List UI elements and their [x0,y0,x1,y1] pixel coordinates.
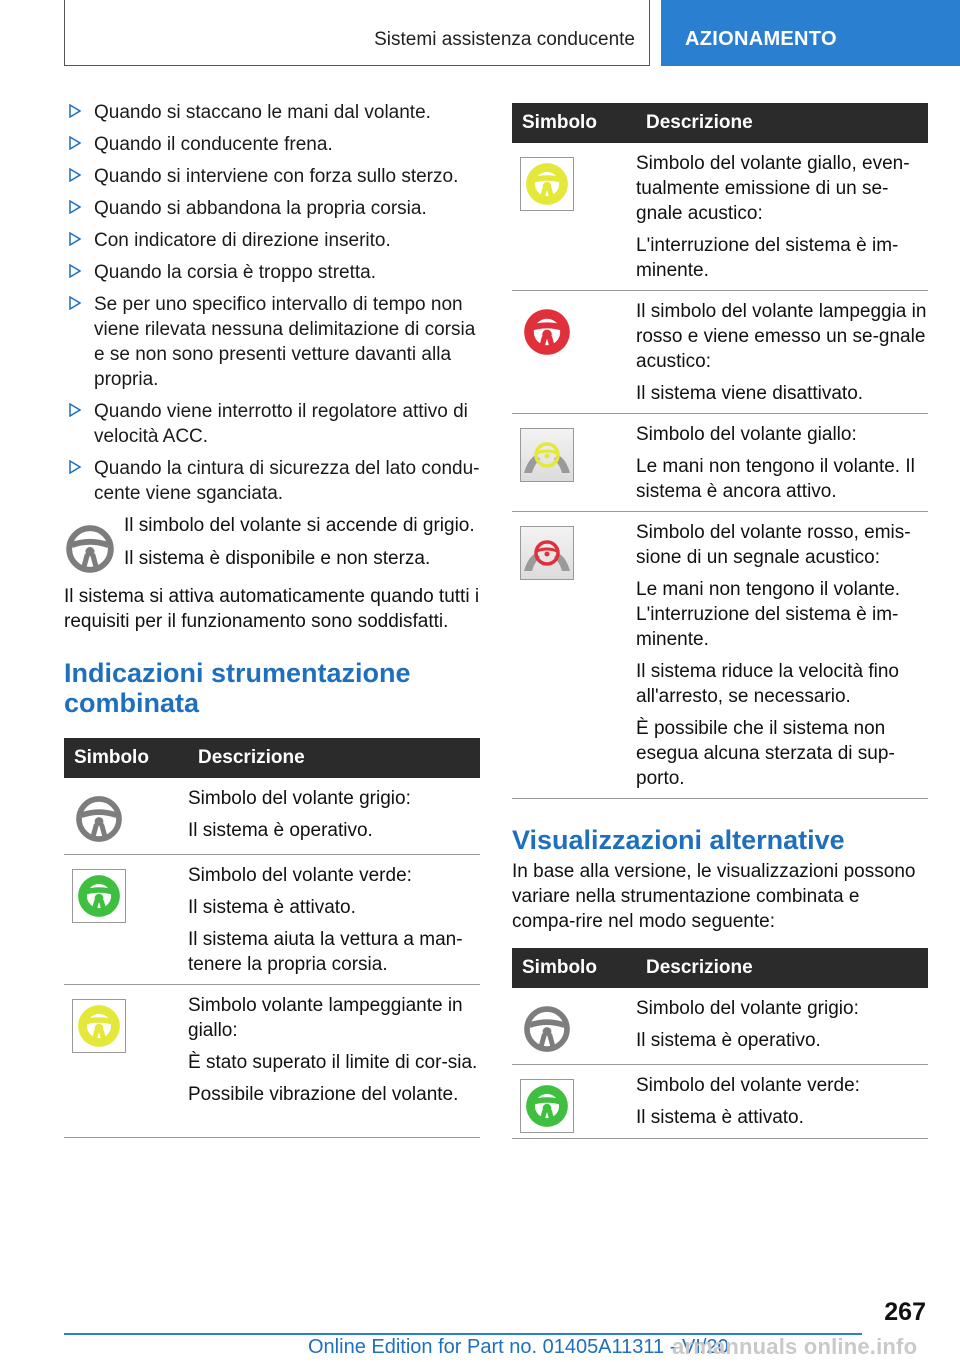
table-row [512,143,928,291]
description-line: L'interruzione del sistema è im-minente. [636,235,899,281]
table-row [512,512,928,799]
description-line: Simbolo del volante giallo, even-tualmente emissione di un se-gnale acustico: [636,153,910,224]
list-item: Quando si abbandona la propria corsia. [64,196,480,221]
section-title: Sistemi assistenza conducente [374,29,635,50]
steering-wheel-hands-yellow-icon [522,435,572,475]
description-line: Simbolo del volante verde: [188,864,412,886]
steering-wheel-green-icon [77,874,121,918]
description-line: È stato superato il limite di cor-sia. [188,1051,478,1073]
steering-wheel-grey-icon [522,1004,572,1054]
symbol-table [512,948,928,1139]
note-line-2: Il sistema è disponibile e non sterza. [124,548,431,569]
paragraph: Il sistema si attiva automaticamente quando tutti i requisiti per il funzionamento sono soddisfatti. [64,586,480,632]
description-line: È possibile che il sistema non esegua alcuna sterzata di sup-porto. [636,718,895,789]
table-header-symbol: Simbolo [512,103,636,143]
list-item: Quando la cintura di sicurezza del lato condu-cente viene sganciata. [64,456,480,506]
list-item: Quando la corsia è troppo stretta. [64,260,480,285]
list-item: Quando si staccano le mani dal volante. [64,100,480,125]
note-icon-wrap [64,513,124,580]
symbol-table [512,103,928,799]
chapter-tab [661,0,960,66]
triangle-bullet-icon [68,264,82,278]
steering-wheel-hands-red-icon [522,533,572,573]
table-header-row [64,738,480,778]
list-item: Quando il conducente frena. [64,132,480,157]
steering-wheel-grey-icon [74,794,124,844]
paragraph: In base alla versione, le visualizzazioni possono variare nella strumentazione combinata e compa-rire nel modo seguente: [512,861,916,932]
description-line: Simbolo del volante rosso, emis-sione di un segnale acustico: [636,522,911,568]
description-line: Simbolo del volante grigio: [636,998,859,1019]
symbol-table [64,738,480,1138]
note-line-1: Il simbolo del volante si accende di grigio. [124,515,475,536]
table-row [64,778,480,854]
description-line: Simbolo del volante verde: [636,1074,860,1096]
description-line: Il sistema aiuta la vettura a man-tenere la propria corsia. [188,928,463,975]
description-line: Il sistema è operativo. [636,1030,821,1051]
page-number: 267 [884,1298,926,1326]
right-column [512,103,928,1139]
steering-wheel-yellow-icon [525,162,569,206]
triangle-bullet-icon [68,136,82,150]
triangle-bullet-icon [68,403,82,417]
triangle-bullet-icon [68,296,82,310]
header-section-box [64,0,650,66]
table-header-symbol: Simbolo [64,738,188,778]
description-line: Simbolo del volante giallo: [636,424,857,445]
bullet-list [64,100,480,506]
chapter-title: AZIONAMENTO [685,28,837,50]
triangle-bullet-icon [68,104,82,118]
table-row [512,1064,928,1138]
list-item: Quando viene interrotto il regolatore attivo di velocità ACC. [64,399,480,449]
description-line: Il sistema riduce la velocità fino all'arresto, se necessario. [636,661,899,707]
table-header-row [512,103,928,143]
table-header-description: Descrizione [636,103,928,143]
table-row [64,984,480,1137]
triangle-bullet-icon [68,200,82,214]
table-row [512,291,928,414]
list-item: Se per uno specifico intervallo di tempo non viene rilevata nessuna delimitazione di corsia e se non sono presenti vetture davanti alla propria. [64,292,480,392]
section-heading: Indicazioni strumentazione combinata [64,658,411,718]
steering-wheel-yellow-icon [77,1004,121,1048]
left-column [64,100,480,1138]
footer-edition: Online Edition for Part no. 01405A11311 - VI/20 [308,1336,729,1358]
description-line: Le mani non tengono il volante. Il sistema è ancora attivo. [636,456,915,502]
steering-wheel-red-icon [523,308,571,356]
steering-wheel-green-icon [525,1084,569,1128]
description-line: Il sistema è operativo. [188,820,373,841]
table-row [512,414,928,512]
triangle-bullet-icon [68,232,82,246]
table-row [64,854,480,984]
description-line: Simbolo del volante grigio: [188,788,411,809]
description-line: Le mani non tengono il volante. L'interruzione del sistema è im-minente. [636,579,901,650]
table-row [512,988,928,1064]
table-header-description: Descrizione [188,738,480,778]
triangle-bullet-icon [68,168,82,182]
table-header-symbol: Simbolo [512,948,636,988]
steering-wheel-grey-icon [64,523,116,575]
triangle-bullet-icon [68,460,82,474]
list-item: Con indicatore di direzione inserito. [64,228,480,253]
description-line: Possibile vibrazione del volante. [188,1083,459,1105]
section-heading: Visualizzazioni alternative [512,825,845,855]
description-line: Il simbolo del volante lampeggia in rosso e viene emesso un se-gnale acustico: [636,301,927,372]
description-line: Simbolo volante lampeggiante in giallo: [188,994,463,1041]
list-item: Quando si interviene con forza sullo sterzo. [64,164,480,189]
watermark: armannuals online.info [672,1334,918,1359]
description-line: Il sistema viene disattivato. [636,383,864,404]
description-line: Il sistema è attivato. [188,896,356,918]
table-header-description: Descrizione [636,948,928,988]
description-line: Il sistema è attivato. [636,1106,804,1128]
table-header-row [512,948,928,988]
note-block [64,513,480,580]
